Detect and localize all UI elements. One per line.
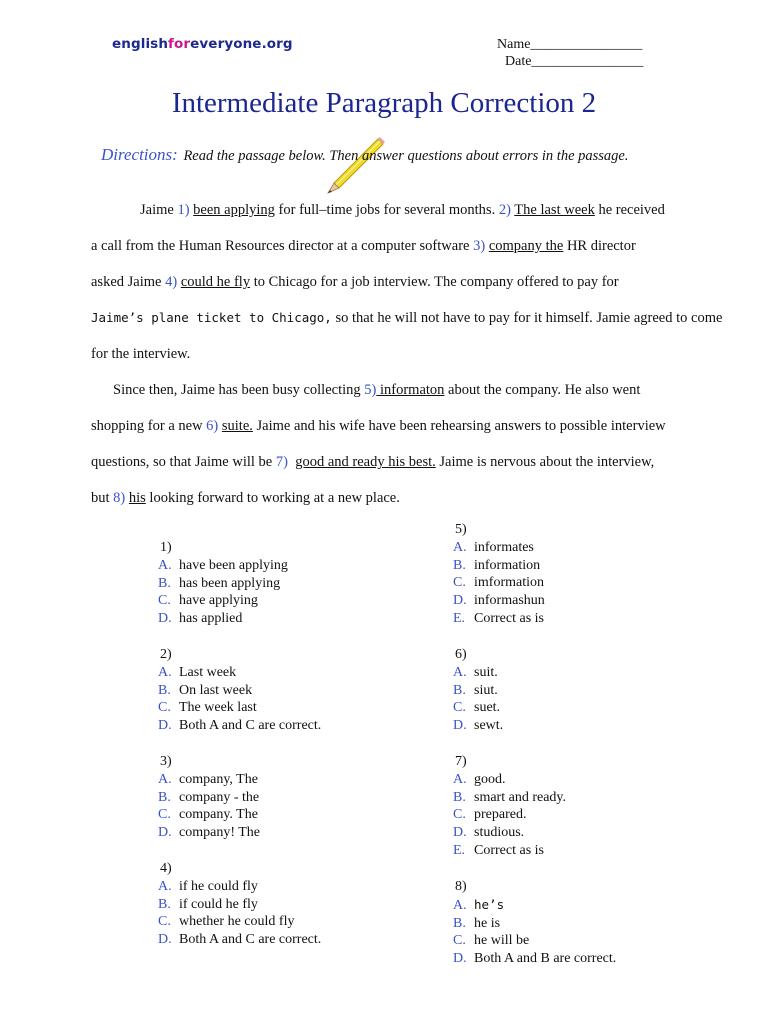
option-b[interactable]: B. siut. (453, 682, 498, 698)
error-phrase: good and ready his best. (295, 454, 436, 470)
passage-text: Jaime (140, 202, 178, 218)
error-number: 5) (364, 382, 377, 398)
error-phrase: been applying (193, 202, 275, 218)
passage (91, 192, 723, 516)
question-5 (453, 521, 545, 628)
option-d[interactable]: D. Both A and C are correct. (158, 932, 322, 948)
option-b[interactable]: B. smart and ready. (453, 789, 566, 805)
option-c[interactable]: C. imformation (453, 575, 544, 591)
question-2 (158, 646, 321, 735)
passage-text: asked Jaime (91, 274, 166, 290)
passage-line (91, 192, 701, 228)
passage-text: a call from the Human Resources director at a computer software (91, 238, 474, 254)
option-c[interactable]: C. whether he could fly (158, 914, 295, 930)
name-line: Name________________ (497, 37, 643, 52)
option-a[interactable]: A. informates (453, 539, 534, 555)
error-number: 2) (498, 202, 511, 218)
question-number: 3) (160, 754, 172, 769)
option-a[interactable]: A. if he could fly (158, 878, 258, 894)
option-d[interactable]: D. Both A and B are correct. (453, 951, 617, 967)
directions-text: Read the passage below. Then answer questions about errors in the passage. (183, 148, 629, 164)
error-phrase: The last week (514, 202, 595, 218)
name-date-block (497, 36, 643, 70)
passage-text: but (91, 490, 114, 506)
passage-text: looking forward to working at a new place. (145, 490, 400, 506)
error-phrase: company the (488, 238, 564, 254)
option-c[interactable]: C. he will be (453, 933, 530, 949)
option-c[interactable]: C. have applying (158, 593, 258, 609)
question-number: 8) (455, 879, 467, 894)
passage-text: Jaime is nervous about the interview, (435, 454, 655, 470)
option-a[interactable]: A. he’s (453, 896, 505, 913)
page-title: Intermediate Paragraph Correction 2 (171, 87, 597, 119)
option-c[interactable]: C. prepared. (453, 807, 527, 823)
option-d[interactable]: D. company! The (158, 825, 260, 841)
passage-text: for the interview. (91, 346, 191, 362)
passage-text: Jaime and his wife have been rehearsing answers to possible interview (252, 418, 666, 434)
error-number: 7) (275, 454, 288, 470)
site-logo (112, 36, 293, 52)
date-line: Date________________ (505, 54, 644, 69)
option-b[interactable]: B. On last week (158, 682, 253, 698)
option-a[interactable]: A. suit. (453, 664, 498, 680)
passage-text: HR director (563, 238, 636, 254)
question-6 (453, 646, 503, 735)
option-d[interactable]: D. sewt. (453, 718, 504, 734)
passage-line (91, 372, 701, 408)
question-number: 5) (455, 522, 467, 537)
passage-text: he received (594, 202, 665, 218)
question-4 (158, 860, 321, 949)
passage-text: questions, so that Jaime will be (91, 454, 276, 470)
option-e[interactable]: E. Correct as is (453, 610, 544, 626)
passage-text: Jaime’s plane ticket to Chicago, (91, 310, 332, 325)
question-1 (158, 539, 288, 628)
passage-line (91, 336, 701, 372)
question-number: 4) (160, 861, 172, 876)
error-phrase: informaton (376, 382, 445, 398)
option-d[interactable]: D. has applied (158, 611, 243, 627)
option-d[interactable]: D. informashun (453, 593, 545, 609)
option-b[interactable]: B. he is (453, 915, 501, 931)
passage-line (91, 408, 701, 444)
error-number: 4) (165, 274, 178, 290)
logo-suffix: everyone.org (190, 36, 293, 52)
question-8 (453, 878, 616, 968)
option-a[interactable]: A. company, The (158, 771, 258, 787)
passage-text: Since then, Jaime has been busy collecting (113, 382, 365, 398)
question-number: 1) (160, 540, 172, 555)
passage-line (91, 264, 701, 300)
question-3 (158, 753, 260, 842)
passage-line (91, 228, 701, 264)
passage-text: to Chicago for a job interview. The company offered to pay for (250, 274, 619, 290)
passage-text: so that he will not have to pay for it himself. Jamie agreed to come (331, 310, 723, 326)
option-a[interactable]: A. have been applying (158, 557, 288, 573)
option-a[interactable]: A. Last week (158, 664, 237, 680)
question-number: 6) (455, 647, 467, 662)
directions-label: Directions: (101, 145, 178, 164)
option-c[interactable]: C. suet. (453, 700, 501, 716)
option-b[interactable]: B. company - the (158, 789, 260, 805)
option-c[interactable]: C. company. The (158, 807, 258, 823)
error-phrase: his (128, 490, 146, 506)
error-number: 1) (177, 202, 190, 218)
question-7 (453, 753, 566, 860)
option-b[interactable]: B. if could he fly (158, 896, 258, 912)
error-phrase: suite. (221, 418, 253, 434)
error-number: 8) (113, 490, 126, 506)
logo-middle: for (168, 36, 191, 52)
option-c[interactable]: C. The week last (158, 700, 257, 716)
option-e[interactable]: E. Correct as is (453, 842, 544, 858)
option-b[interactable]: B. has been applying (158, 575, 281, 591)
directions (101, 145, 628, 165)
question-number: 2) (160, 647, 172, 662)
question-number: 7) (455, 754, 467, 769)
passage-text: shopping for a new (91, 418, 207, 434)
option-a[interactable]: A. good. (453, 771, 506, 787)
error-phrase: could he fly (180, 274, 251, 290)
logo-prefix: english (112, 36, 169, 52)
passage-text: for full–time jobs for several months. (274, 202, 499, 218)
error-number: 6) (206, 418, 219, 434)
error-number: 3) (473, 238, 486, 254)
passage-line (91, 300, 723, 336)
passage-line (91, 480, 701, 516)
option-d[interactable]: D. Both A and C are correct. (158, 718, 322, 734)
option-d[interactable]: D. studious. (453, 825, 525, 841)
passage-text: about the company. He also went (444, 382, 641, 398)
option-b[interactable]: B. information (453, 557, 541, 573)
passage-line (91, 444, 701, 480)
